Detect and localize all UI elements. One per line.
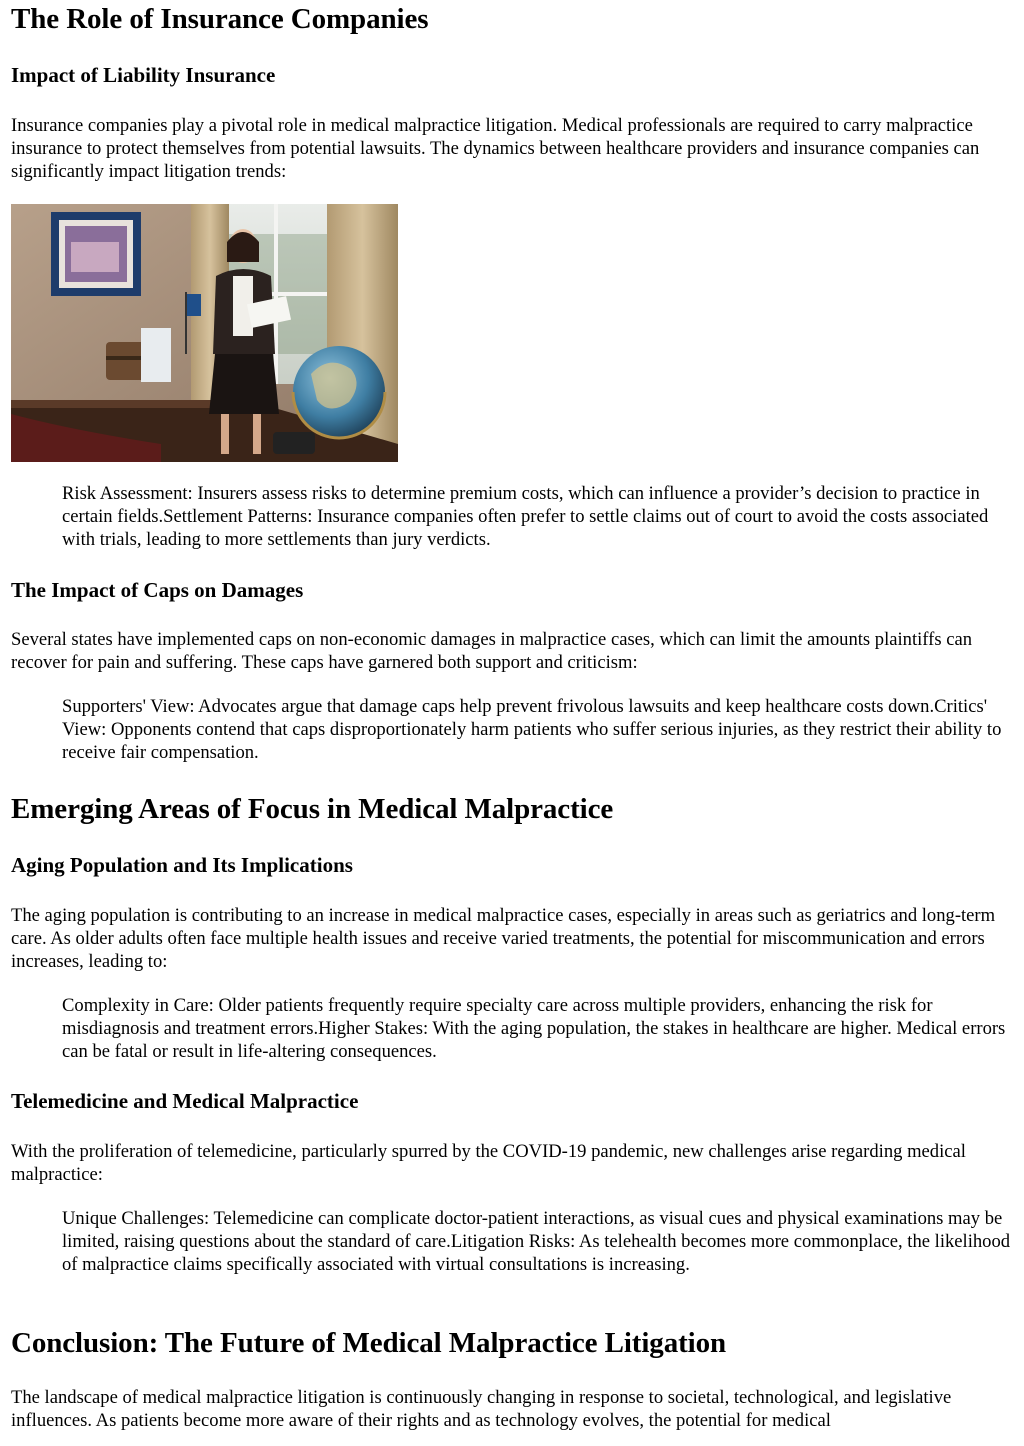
office-photo [11, 204, 398, 462]
paragraph-caps-on-damages: Several states have implemented caps on non-economic damages in malpractice cases, which can limit the amounts plaintiffs can recover for pain and suffering. These caps have garnered both support and criticism: [11, 629, 973, 673]
quote-caps-on-damages: Supporters' View: Advocates argue that damage caps help prevent frivolous lawsuits and keep healthcare costs down.Critics' View: Opponents contend that caps disproportionately harm patients who suffer serious injuries, as they restrict their ability to receive fair compensation. [62, 696, 1002, 763]
subheading-telemedicine: Telemedicine and Medical Malpractice [11, 1089, 359, 1113]
section-title-conclusion: Conclusion: The Future of Medical Malpractice Litigation [11, 1327, 727, 1359]
quote-aging-population: Complexity in Care: Older patients frequently require specialty care across multiple providers, enhancing the risk for misdiagnosis and treatment errors.Higher Stakes: With the aging population, the stakes in healthcare are higher. Medical errors can be fatal or result in life-altering consequences. [62, 995, 1006, 1062]
subheading-liability-insurance: Impact of Liability Insurance [11, 63, 276, 87]
subheading-caps-on-damages: The Impact of Caps on Damages [11, 578, 304, 602]
paragraph-liability-insurance: Insurance companies play a pivotal role in medical malpractice litigation. Medical professionals are required to carry malpractice insurance to protect themselves from potential lawsuits. The dynamics between healthcare providers and insurance companies can significantly impact litigation trends: [11, 115, 980, 182]
quote-liability-insurance: Risk Assessment: Insurers assess risks to determine premium costs, which can influence a provider’s decision to practice in certain fields.Settlement Patterns: Insurance companies often prefer to settle claims out of court to avoid the costs associated with trials, leading to more settlements than jury verdicts. [62, 483, 989, 550]
paragraph-telemedicine: With the proliferation of telemedicine, particularly spurred by the COVID-19 pandemic, new challenges arise regarding medical malpractice: [11, 1141, 966, 1185]
section-title-insurance: The Role of Insurance Companies [11, 3, 429, 35]
section-title-emerging-areas: Emerging Areas of Focus in Medical Malpractice [11, 793, 614, 825]
paragraph-aging-population: The aging population is contributing to an increase in medical malpractice cases, especially in areas such as geriatrics and long-term care. As older adults often face multiple health issues and receive varied treatments, the potential for miscommunication and errors increases, leading to: [11, 905, 996, 972]
quote-telemedicine: Unique Challenges: Telemedicine can complicate doctor-patient interactions, as visual cues and physical examinations may be limited, raising questions about the standard of care.Litigation Risks: As telehealth becomes more commonplace, the likelihood of malpractice claims specifically associated with virtual consultations is increasing. [62, 1208, 1011, 1275]
paragraph-conclusion: The landscape of medical malpractice litigation is continuously changing in response to societal, technological, and legislative influences. As patients become more aware of their rights and as technology evolves, the potential for medical [11, 1387, 952, 1431]
subheading-aging-population: Aging Population and Its Implications [11, 853, 353, 877]
